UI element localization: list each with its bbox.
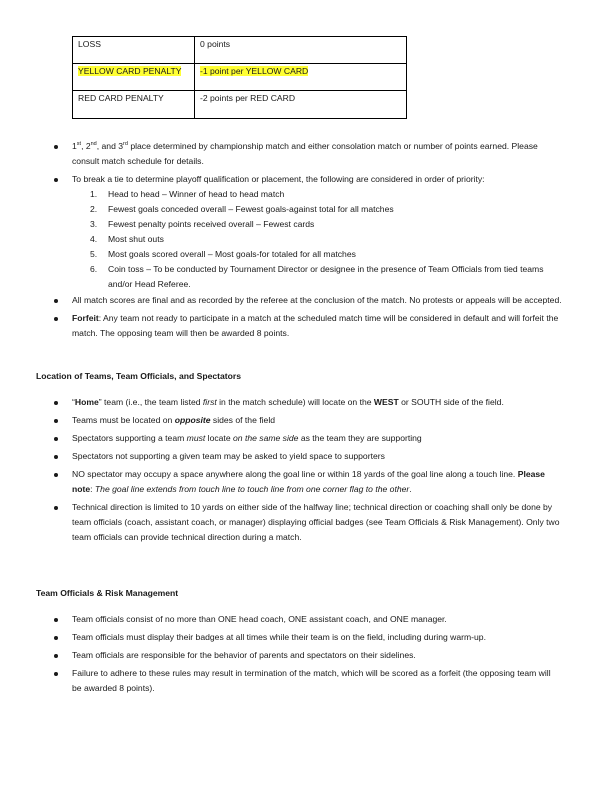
bullet-icon <box>54 145 58 149</box>
superscript: st <box>76 141 82 148</box>
bullet-icon <box>54 618 58 622</box>
item-number: 1. <box>90 189 98 199</box>
item-text: Fewest goals conceded overall – Fewest goals-against total for all matches <box>108 204 394 214</box>
bullet-icon <box>54 473 58 477</box>
item-text: Most goals scored overall – Most goals-for totaled for all matches <box>108 249 356 259</box>
row-label-highlighted: YELLOW CARD PENALTY <box>78 66 182 76</box>
text-italic: The goal line extends from touch line to touch line from one corner flag to the other <box>94 484 410 494</box>
text: team (i.e., the team listed <box>101 397 203 407</box>
item-number: 3. <box>90 219 98 229</box>
standings-list <box>0 139 612 344</box>
list-item-no-spectator <box>0 467 612 497</box>
text: Teams must be located on <box>72 415 175 425</box>
tiebreaker-list <box>72 187 562 292</box>
list-item-technical-direction <box>0 500 612 545</box>
text-bold: Please note <box>72 469 545 494</box>
list-item-forfeit <box>0 311 612 341</box>
table-row <box>73 37 407 64</box>
table-row <box>73 91 407 119</box>
item-text: Most shut outs <box>108 234 164 244</box>
bullet-icon <box>54 419 58 423</box>
text: as the team they are supporting <box>298 433 422 443</box>
tiebreak-intro: To break a tie to determine playoff qualification or placement, the following are considered in order of priority: <box>72 174 485 184</box>
text-italic: on the same side <box>233 433 299 443</box>
location-list <box>0 395 612 548</box>
table-cell-value <box>195 37 407 64</box>
list-item <box>0 666 612 696</box>
tiebreaker-item <box>72 247 562 262</box>
list-item-home-team <box>0 395 612 410</box>
list-item-opposite-sides <box>0 413 612 428</box>
text: Team officials are responsible for the behavior of parents and spectators on their sidelines. <box>72 650 416 660</box>
list-item-placement <box>0 139 612 169</box>
text: All match scores are final and as recorded by the referee at the conclusion of the match. No protests or appeals will be accepted. <box>72 295 562 305</box>
table-cell-value <box>195 91 407 119</box>
row-value-highlighted: -1 point per YELLOW CARD <box>200 66 309 76</box>
text: Team officials consist of no more than ONE head coach, ONE assistant coach, and ONE manager. <box>72 614 447 624</box>
list-item <box>0 630 612 645</box>
table-row <box>73 64 407 91</box>
bullet-icon <box>54 299 58 303</box>
text-bold: Home <box>74 397 99 407</box>
bullet-icon <box>54 672 58 676</box>
bullet-icon <box>54 455 58 459</box>
text-italic: first <box>202 397 217 407</box>
officials-list <box>0 612 612 699</box>
item-number: 5. <box>90 249 98 259</box>
text: “ <box>72 397 75 407</box>
row-value: -2 points per RED CARD <box>200 93 296 103</box>
text: Spectators not supporting a given team may be asked to yield space to supporters <box>72 451 385 461</box>
bullet-icon <box>54 401 58 405</box>
text: NO spectator may occupy a space anywhere along the goal line or within 18 yards of the goal line along a touch line. <box>72 469 518 479</box>
list-item-tiebreak <box>0 172 612 292</box>
text: in the match schedule) will locate on the <box>216 397 374 407</box>
list-item <box>0 612 612 627</box>
superscript: rd <box>123 141 128 148</box>
text: ” <box>98 397 102 407</box>
table-cell-value <box>195 64 407 91</box>
text: Failure to adhere to these rules may result in termination of the match, which will be scored as a forfeit (the opposing team will be awarded 8 points). <box>72 668 551 693</box>
table-cell-label <box>73 37 195 64</box>
tiebreaker-item <box>72 187 562 202</box>
tiebreaker-item <box>72 217 562 232</box>
row-value: 0 points <box>200 39 231 49</box>
tiebreaker-item <box>72 262 562 292</box>
bullet-icon <box>54 178 58 182</box>
section-heading-officials: Team Officials & Risk Management <box>36 588 179 598</box>
text: Technical direction is limited to 10 yards on either side of the halfway line; technical direction or coaching shall only be done by team officials (coach, assistant coach, or manager) displaying official badges (see Team Officials & Risk Management). Only two team officials can provide technical direction during a match. <box>72 502 560 542</box>
list-item-scores-final <box>0 293 612 308</box>
text: , <box>81 141 86 151</box>
tiebreaker-item <box>72 232 562 247</box>
text: 3 <box>118 141 124 151</box>
text: : <box>90 484 95 494</box>
text: 2 <box>85 141 91 151</box>
item-number: 2. <box>90 204 98 214</box>
row-label: RED CARD PENALTY <box>78 93 164 103</box>
item-number: 6. <box>90 264 98 274</box>
list-item-spectators-side <box>0 431 612 446</box>
text: , and <box>96 141 119 151</box>
table-cell-label <box>73 64 195 91</box>
bullet-icon <box>54 317 58 321</box>
item-text: Coin toss – To be conducted by Tournament Director or designee in the presence of Team Officials from tied teams and/or Head Referee. <box>108 264 544 289</box>
text: 1 <box>72 141 77 151</box>
section-heading-location: Location of Teams, Team Officials, and Spectators <box>36 371 242 381</box>
table-cell-label <box>73 91 195 119</box>
bullet-icon <box>54 506 58 510</box>
text: place determined by championship match and either consolation match or number of points earned. Please consult match schedule for details. <box>72 141 538 166</box>
text: locate <box>205 433 233 443</box>
bullet-icon <box>54 437 58 441</box>
superscript: nd <box>90 141 97 148</box>
text: Spectators supporting a team <box>72 433 187 443</box>
bullet-icon <box>54 654 58 658</box>
list-item-yield-space <box>0 449 612 464</box>
text-bold: WEST <box>373 397 399 407</box>
item-text: Head to head – Winner of head to head match <box>108 189 285 199</box>
item-number: 4. <box>90 234 98 244</box>
text: or SOUTH side of the field. <box>398 397 504 407</box>
row-label: LOSS <box>78 39 101 49</box>
text-bold-italic: opposite <box>174 415 211 425</box>
text: sides of the field <box>210 415 276 425</box>
list-item <box>0 648 612 663</box>
bullet-icon <box>54 636 58 640</box>
text: . <box>409 484 412 494</box>
tiebreaker-item <box>72 202 562 217</box>
text: Team officials must display their badges at all times while their team is on the field, including during warm-up. <box>72 632 486 642</box>
points-table <box>72 36 407 119</box>
forfeit-label: Forfeit <box>72 313 99 323</box>
text-italic: must <box>186 433 206 443</box>
text: : Any team not ready to participate in a match at the scheduled match time will be considered in default and will forfeit the match. The opposing team will then be awarded 8 points. <box>72 313 559 338</box>
item-text: Fewest penalty points received overall – Fewest cards <box>108 219 315 229</box>
